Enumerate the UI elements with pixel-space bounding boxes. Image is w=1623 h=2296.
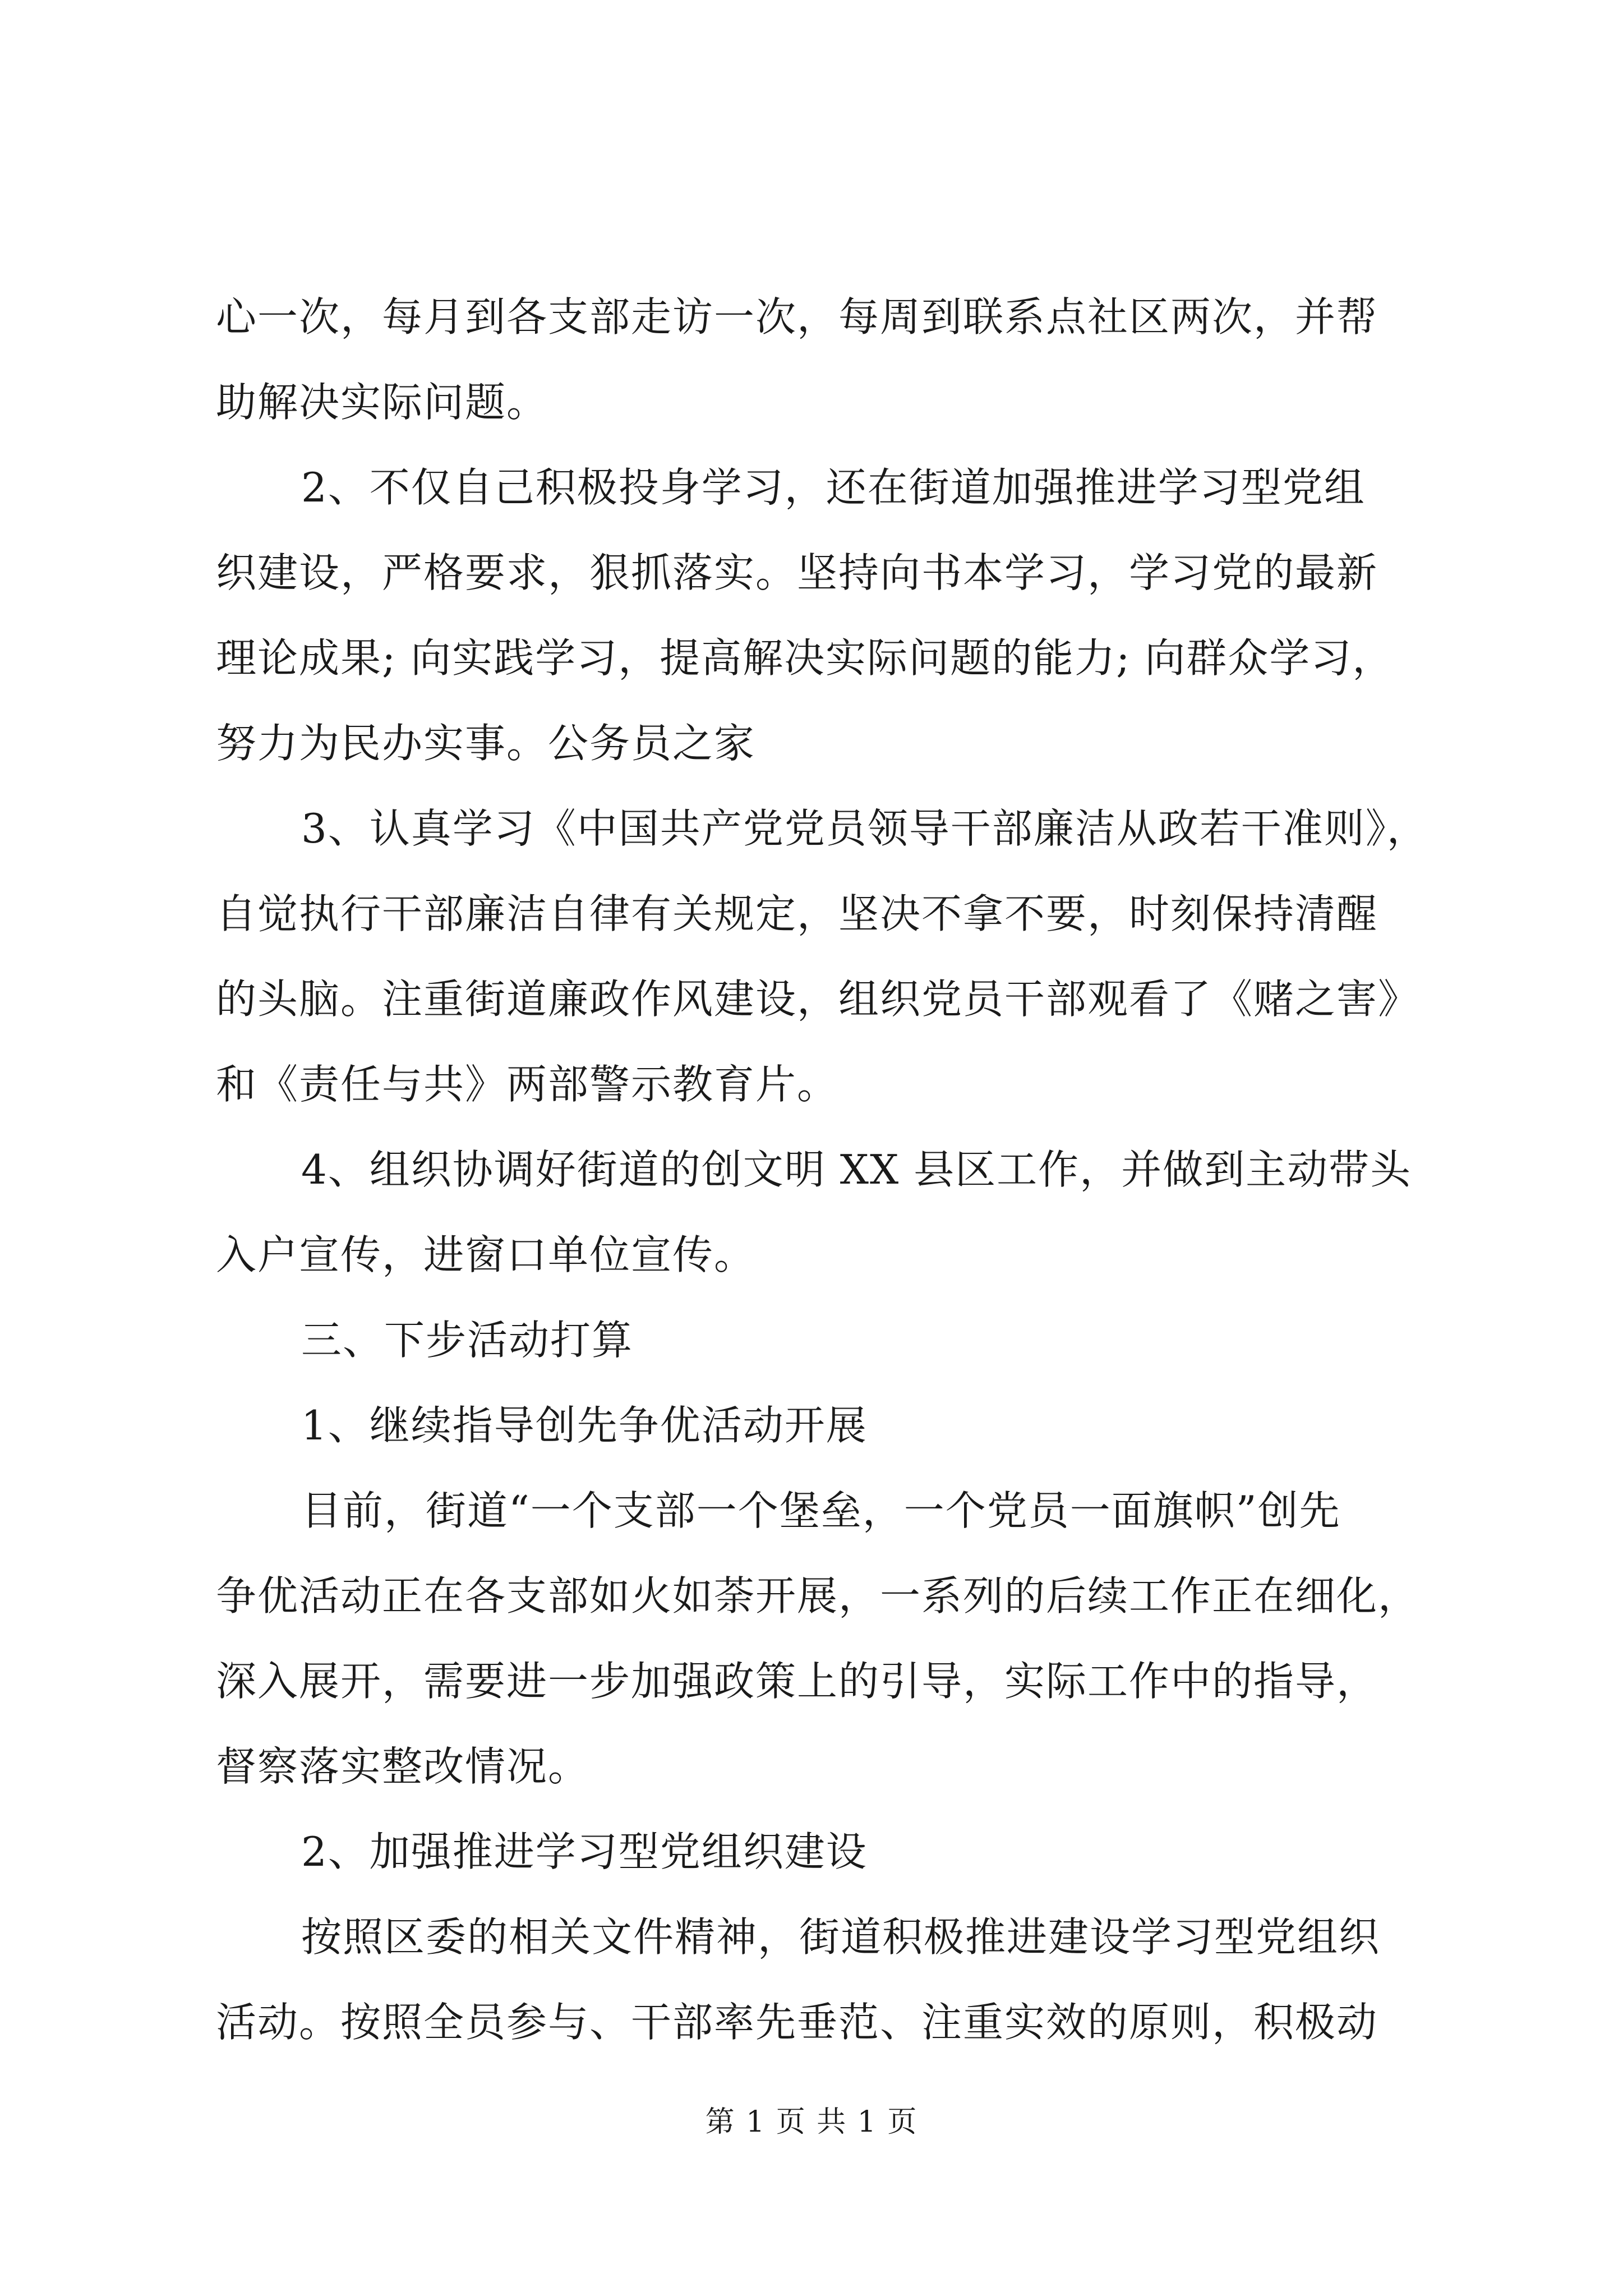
paragraph-line: 心一次，每月到各支部走访一次，每周到联系点社区两次，并帮	[216, 293, 1378, 341]
paragraph-line: 活动。按照全员参与、干部率先垂范、注重实效的原则，积极动	[216, 1999, 1378, 2046]
paragraph-line: 努力为民办实事。公务员之家	[216, 720, 756, 767]
subsection-heading: 1、继续指导创先争优活动开展	[301, 1402, 868, 1449]
paragraph-line: 理论成果; 向实践学习，提高解决实际问题的能力; 向群众学习，	[216, 634, 1394, 682]
paragraph-line: 深入展开，需要进一步加强政策上的引导，实际工作中的指导，	[216, 1658, 1378, 1705]
section-heading: 三、下步活动打算	[301, 1317, 634, 1364]
paragraph-line: 4、组织协调好街道的创文明 XX 县区工作，并做到主动带头	[301, 1146, 1412, 1193]
paragraph-line: 2、不仅自己积极投身学习，还在街道加强推进学习型党组	[301, 464, 1366, 511]
paragraph-line: 目前，街道“一个支部一个堡垒，一个党员一面旗帜”创先	[301, 1487, 1341, 1534]
paragraph-line: 的头脑。注重街道廉政作风建设，组织党员干部观看了《赌之害》	[216, 976, 1420, 1023]
paragraph-line: 入户宣传，进窗口单位宣传。	[216, 1231, 756, 1278]
paragraph-line: 和《责任与共》两部警示教育片。	[216, 1061, 839, 1108]
paragraph-line: 助解决实际问题。	[216, 379, 548, 426]
page-footer: 第 1 页 共 1 页	[705, 2105, 918, 2139]
paragraph-line: 自觉执行干部廉洁自律有关规定，坚决不拿不要，时刻保持清醒	[216, 890, 1378, 937]
paragraph-line: 3、认真学习《中国共产党党员领导干部廉洁从政若干准则》，	[301, 805, 1428, 852]
paragraph-line: 争优活动正在各支部如火如荼开展，一系列的后续工作正在细化，	[216, 1572, 1420, 1619]
paragraph-line: 织建设，严格要求，狠抓落实。坚持向书本学习，学习党的最新	[216, 549, 1378, 596]
subsection-heading: 2、加强推进学习型党组织建设	[301, 1828, 868, 1875]
paragraph-line: 督察落实整改情况。	[216, 1743, 590, 1790]
paragraph-line: 按照区委的相关文件精神，街道积极推进建设学习型党组织	[301, 1913, 1381, 1961]
